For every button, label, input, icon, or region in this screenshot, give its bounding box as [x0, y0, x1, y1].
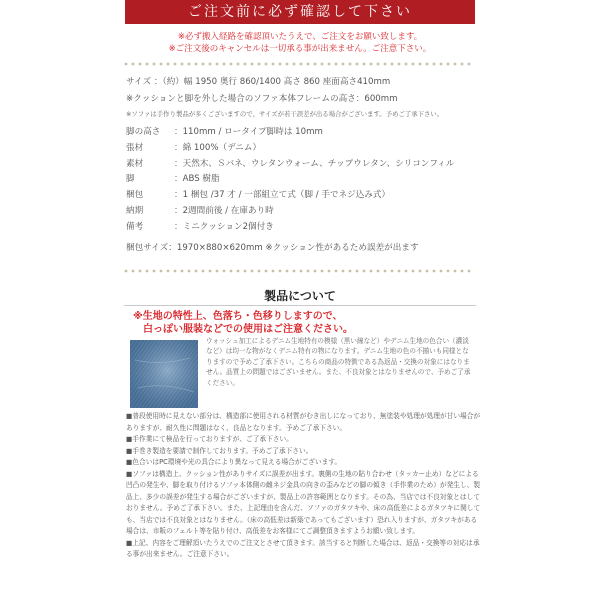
- spec-label: 張材: [126, 142, 144, 153]
- pack-size-line: 梱包サイズ：1970×880×620mm ※クッション性があるため誤差が出ます: [126, 243, 419, 253]
- dotted-divider: [124, 269, 476, 273]
- spec-value: ：天然木、Ｓバネ、ウレタンウォーム、チップウレタン、シリコンフィル: [174, 158, 455, 169]
- spec-row: [126, 173, 220, 185]
- spec-row: [126, 142, 261, 154]
- denim-swatch-image: [130, 340, 198, 408]
- color-transfer-notice-line: ※生地の特性上、色落ち・色移りしますので、: [133, 311, 343, 322]
- spec-row: [126, 158, 455, 170]
- warning-route: ※必ず搬入経路を確認頂いたうえで、ご注文をお願い致します。: [177, 32, 423, 42]
- note-item: ■手作業にて検品を行っておりますが、ご了承下さい。: [126, 435, 293, 443]
- spec-row: [126, 126, 323, 138]
- note-item: ■色合いはPC環境や光の具合により異なって見える場合がございます。: [126, 458, 342, 466]
- notes-list: [126, 411, 482, 561]
- spec-row: [126, 189, 390, 201]
- section-underline: [124, 305, 476, 306]
- spec-value: ：2週間前後 / 在庫あり時: [174, 206, 274, 216]
- note-item: ■上記、内容をご理解頂いたうえでのご注文とさせて頂きます。該当すると判断した場合は、返品・交換等の対応は承る事が出来ません。ご注意下さい。: [126, 538, 480, 558]
- size-line: サイズ ：（約）幅 1950 奥行 860/1400 高さ 860 座面高さ410mm: [126, 77, 391, 87]
- spec-value: ：ABS 樹脂: [174, 174, 220, 185]
- spec-value: ：1 梱包 /37 才 / 一部組立て式（脚 / 手でネジ込み式）: [174, 190, 391, 201]
- spec-value: ：ミニクッション2個付き: [174, 221, 274, 232]
- note-item: ■ソファは構造上、クッション性がありサイズに誤差が出ます。裏側の生地の貼り合わせ（タッカー止め）などによる凹凸の発生や、脚を取り付けるソファ本体側の雌ネジ金具の向きの歪みなどの脚の傾き（手作業のため）が発生し、製品上、多少の誤差が発生する場合がございますが、製品上の許容範囲となります。その為、当店では不良対象とはしておりません。予めご了承下さい。また、上記理由を含んだ、ソファのガタツキや、床の高低差によるガタツキに関しても、当店では不良対象とはなりません。（床の高低差は新築であってもございます）恐れ入りますが、ガタツキがある場合は、市販のフェルト等を貼り付け、高低差をお客様にてご調整頂きますようお願い致します。: [126, 469, 481, 535]
- spec-label: 脚: [126, 174, 135, 185]
- spec-label: 納期: [126, 206, 144, 216]
- spec-row: [126, 205, 274, 217]
- spec-label: 脚の高さ: [126, 127, 161, 137]
- warning-cancel: ※ご注文後のキャンセルは一切承る事が出来ません。ご注意下さい。: [168, 44, 432, 54]
- spec-label: 素材: [126, 158, 144, 169]
- note-item: ■普段使用時に見えない部分は、構造部に使用される材質がむき出しになっており、無塗装や処理が処理が甘い場合がありますが、耐久性に問題はなく、良品となります。予めご了承下さい。: [126, 412, 481, 432]
- spec-row: [126, 221, 274, 233]
- note-item: ■手巻き製造を要請で制作しております。予めご了承下さい。: [126, 446, 313, 455]
- section-title: 製品について: [264, 289, 336, 303]
- product-description: ウォッシュ加工によるデニム生地特有の模様（黒い線など）やデニム生地の色合い（濃淡など）は均一な物がなくデニム特有の物になります。デニム生地の色の不揃いも同様となりますので予めご了承下さい。こちらの商品の特徴である為返品・交換の対象にはなりません。品質上の問題ではございません。また、不良対象とはなりませんので、予めご了承ください。: [206, 337, 471, 387]
- spec-value: ：110mm / ロータイプ脚時は 10mm: [174, 127, 323, 137]
- handmade-note: ※ソファは手作り製品が多くございますので、サイズが若干誤差が出る場合がございます。予めご了承下さい。: [126, 110, 444, 118]
- spec-value: ：綿 100%（デニム）: [174, 142, 262, 153]
- frame-height-line: ※クッションと脚を外した場合のソファ本体フレームの高さ：600mm: [126, 94, 398, 104]
- color-transfer-notice: [133, 310, 353, 336]
- spec-label: 備考: [126, 221, 144, 232]
- spec-label: 梱包: [126, 190, 144, 201]
- dotted-divider: [124, 62, 476, 66]
- notice-banner: ご注文前に必ず確認して下さい: [125, 0, 475, 24]
- color-transfer-notice-line: 白っぽい服装などでの使用はご注意ください。: [143, 324, 353, 335]
